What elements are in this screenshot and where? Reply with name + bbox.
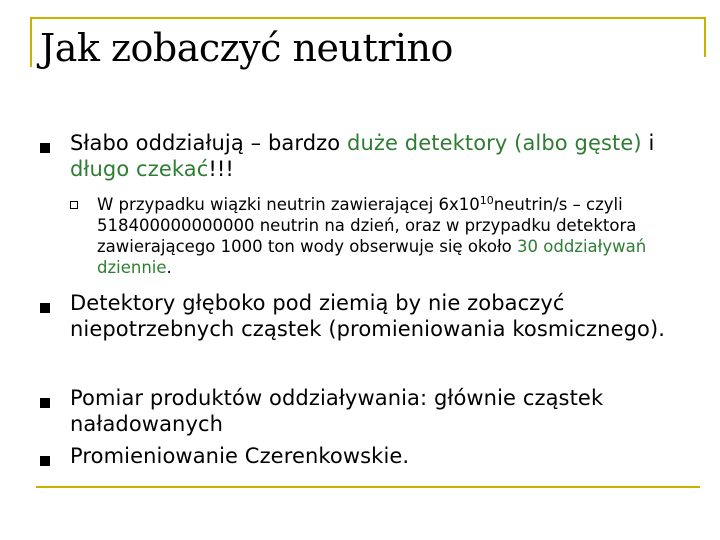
bullet-weak-interaction <box>70 130 680 182</box>
sub-bullet-text: W przypadku wiązki neutrin zawierającej 6x10 <box>97 195 480 214</box>
frame-top-line <box>30 17 706 19</box>
sub-bullet-marker <box>70 201 78 209</box>
bullet-text: i <box>641 131 655 155</box>
sub-bullet-highlight: 30 oddziaływań dziennie <box>97 237 647 277</box>
exponent: 10 <box>479 194 494 207</box>
bullet-marker <box>40 143 50 153</box>
bullet-marker <box>40 456 50 466</box>
sub-bullet-text: neutrin/s – czyli 518400000000000 neutrin na dzień, oraz w przypadku detektora zawierającego 1000 ton wody obserwuje się około <box>97 195 637 256</box>
frame-right-line <box>704 17 706 57</box>
sub-bullet-text: . <box>166 258 172 277</box>
bullet-measurement: Pomiar produktów oddziaływania: głównie cząstek naładowanych <box>70 386 604 436</box>
bullet-marker <box>40 398 50 408</box>
bullet-marker <box>40 303 50 313</box>
bullet-highlight: długo czekać <box>70 157 209 181</box>
sub-bullet-beam <box>97 194 697 278</box>
frame-bottom-line <box>36 486 700 488</box>
bullet-text: !!! <box>208 157 234 181</box>
bullet-highlight: duże detektory (albo gęste) <box>347 131 642 155</box>
bullet-underground-detectors: Detektory głęboko pod ziemią by nie zobaczyć niepotrzebnych cząstek (promieniowania kosmicznego). <box>70 291 666 341</box>
bullet-text: Słabo oddziałują – bardzo <box>70 131 348 155</box>
bullet-cherenkov: Promieniowanie Czerenkowskie. <box>70 444 410 468</box>
slide-title: Jak zobaczyć neutrino <box>40 26 453 70</box>
frame-left-line <box>30 17 32 67</box>
